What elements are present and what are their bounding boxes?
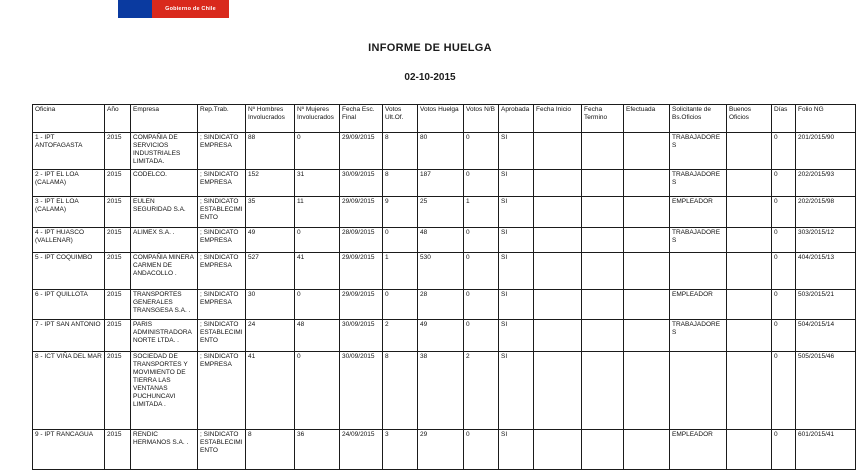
table-cell: 0	[772, 133, 796, 170]
table-cell: TRABAJADORES	[670, 228, 727, 253]
table-cell	[582, 228, 624, 253]
table-row	[33, 197, 856, 228]
table-cell	[534, 197, 582, 228]
table-cell: SOCIEDAD DE TRANSPORTES Y MOVIMIENTO DE TIERRA LAS VENTANAS PUCHUNCAVI LIMITADA .	[131, 352, 198, 430]
table-cell: 1	[383, 253, 418, 290]
table-cell: CODELCO.	[131, 170, 198, 197]
table-cell: 404/2015/13	[796, 253, 856, 290]
report-title: INFORME DE HUELGA	[368, 42, 492, 54]
table-cell: 187	[418, 170, 464, 197]
table-cell: 88	[246, 133, 295, 170]
table-cell: 8	[246, 430, 295, 470]
table-cell: 8	[383, 352, 418, 430]
table-cell: 0	[772, 320, 796, 352]
table-cell: 2015	[105, 352, 131, 430]
table-cell: 48	[418, 228, 464, 253]
table-cell: 35	[246, 197, 295, 228]
table-cell: 0	[772, 290, 796, 320]
table-cell: 2015	[105, 430, 131, 470]
table-cell	[534, 253, 582, 290]
table-cell: 601/2015/41	[796, 430, 856, 470]
table-cell: 30/09/2015	[340, 170, 383, 197]
table-cell: 11	[295, 197, 340, 228]
table-cell: 2015	[105, 320, 131, 352]
table-cell: SI	[499, 133, 534, 170]
column-header-11: Aprobada	[499, 105, 534, 133]
table-cell: SI	[499, 197, 534, 228]
table-cell	[727, 197, 772, 228]
table-cell	[534, 170, 582, 197]
table-cell: 527	[246, 253, 295, 290]
table-cell: ALIMEX S.A. .	[131, 228, 198, 253]
table-cell: 0	[464, 133, 499, 170]
table-cell	[624, 290, 670, 320]
table-cell: 2015	[105, 253, 131, 290]
table-cell: 29	[418, 430, 464, 470]
table-cell	[582, 133, 624, 170]
column-header-8: Votos Ult.Of.	[383, 105, 418, 133]
table-cell: ; SINDICATO EMPRESA	[198, 253, 246, 290]
table-cell	[727, 320, 772, 352]
table-cell: ; SINDICATO EMPRESA	[198, 170, 246, 197]
table-cell: 0	[295, 133, 340, 170]
table-cell	[670, 352, 727, 430]
table-row	[33, 228, 856, 253]
header-row	[33, 105, 856, 133]
table-cell: 202/2015/98	[796, 197, 856, 228]
table-cell	[624, 133, 670, 170]
table-cell: RENDIC HERMANOS S.A. .	[131, 430, 198, 470]
column-header-18: Folio NG	[796, 105, 856, 133]
table-cell: 0	[464, 253, 499, 290]
table-cell: 49	[246, 228, 295, 253]
column-header-15: Solicitante de Bs.Oficios	[670, 105, 727, 133]
table-cell: 0	[772, 170, 796, 197]
table-cell: 48	[295, 320, 340, 352]
table-cell: 2015	[105, 170, 131, 197]
table-cell: 28	[418, 290, 464, 320]
table-cell	[582, 197, 624, 228]
table-cell: 505/2015/46	[796, 352, 856, 430]
table-cell: SI	[499, 352, 534, 430]
table-cell: COMPAÑIA MINERA CARMEN DE ANDACOLLO .	[131, 253, 198, 290]
table-cell	[534, 352, 582, 430]
table-cell	[534, 320, 582, 352]
column-header-4: Rep.Trab.	[198, 105, 246, 133]
table-cell: 8	[383, 133, 418, 170]
logo-text: Gobierno de Chile	[165, 6, 216, 12]
table-cell: 24	[246, 320, 295, 352]
table-cell: 2 - IPT EL LOA (CALAMA)	[33, 170, 105, 197]
table-cell: 0	[464, 170, 499, 197]
table-cell: 80	[418, 133, 464, 170]
column-header-14: Efectuada	[624, 105, 670, 133]
table-cell	[624, 320, 670, 352]
column-header-13: Fecha Termino	[582, 105, 624, 133]
column-header-3: Empresa	[131, 105, 198, 133]
table-cell	[624, 253, 670, 290]
table-cell	[727, 290, 772, 320]
table-cell: SI	[499, 170, 534, 197]
table-cell: 303/2015/12	[796, 228, 856, 253]
table-cell: 41	[246, 352, 295, 430]
table-cell: 30/09/2015	[340, 320, 383, 352]
table-body	[33, 133, 856, 470]
table-cell: 31	[295, 170, 340, 197]
table-cell	[624, 352, 670, 430]
table-cell: EMPLEADOR	[670, 290, 727, 320]
table-cell: PARIS ADMINISTRADORA NORTE LTDA. .	[131, 320, 198, 352]
table-cell: 0	[383, 290, 418, 320]
table-cell	[727, 228, 772, 253]
column-header-10: Votos N/B	[464, 105, 499, 133]
table-cell: 3 - IPT EL LOA (CALAMA)	[33, 197, 105, 228]
table-cell: 0	[772, 352, 796, 430]
table-cell: TRABAJADORES	[670, 133, 727, 170]
table-cell: 6 - IPT QUILLOTA	[33, 290, 105, 320]
table-cell: 25	[418, 197, 464, 228]
column-header-6: Nº Mujeres Involucrados	[295, 105, 340, 133]
column-header-17: Días	[772, 105, 796, 133]
column-header-2: Año	[105, 105, 131, 133]
table-cell: 9 - IPT RANCAGUA	[33, 430, 105, 470]
table-cell: 201/2015/90	[796, 133, 856, 170]
table-cell: ; SINDICATO EMPRESA	[198, 352, 246, 430]
strike-report-table	[32, 104, 856, 470]
table-cell: EULEN SEGURIDAD S.A.	[131, 197, 198, 228]
table-cell: ; SINDICATO ESTABLECIMIENTO	[198, 430, 246, 470]
table-cell: 0	[772, 253, 796, 290]
table-cell	[582, 170, 624, 197]
table-cell: 3	[383, 430, 418, 470]
column-header-1: Oficina	[33, 105, 105, 133]
column-header-7: Fecha Esc. Final	[340, 105, 383, 133]
table-cell: 8	[383, 170, 418, 197]
table-cell: ; SINDICATO ESTABLECIMIENTO	[198, 197, 246, 228]
table-row	[33, 320, 856, 352]
table-cell	[727, 253, 772, 290]
table-cell: 30/09/2015	[340, 352, 383, 430]
table-cell	[534, 133, 582, 170]
table-cell: 9	[383, 197, 418, 228]
table-cell: 2	[383, 320, 418, 352]
table-cell	[727, 133, 772, 170]
table-cell: 28/09/2015	[340, 228, 383, 253]
table-cell: 2	[464, 352, 499, 430]
table-cell: ; SINDICATO EMPRESA	[198, 290, 246, 320]
table-cell: SI	[499, 228, 534, 253]
table-cell: EMPLEADOR	[670, 197, 727, 228]
table-cell: 8 - ICT VIÑA DEL MAR	[33, 352, 105, 430]
table-cell: 202/2015/93	[796, 170, 856, 197]
table-cell: 530	[418, 253, 464, 290]
table-cell	[534, 228, 582, 253]
table-cell: 5 - IPT COQUIMBO	[33, 253, 105, 290]
table-cell	[624, 197, 670, 228]
table-cell: 2015	[105, 133, 131, 170]
table-cell	[727, 170, 772, 197]
table-cell: COMPAÑIA DE SERVICIOS INDUSTRIALES LIMITADA.	[131, 133, 198, 170]
table-cell: 29/09/2015	[340, 197, 383, 228]
table-cell: TRABAJADORES	[670, 320, 727, 352]
table-cell: 0	[772, 430, 796, 470]
table-cell: 503/2015/21	[796, 290, 856, 320]
table-cell: 1 - IPT ANTOFAGASTA	[33, 133, 105, 170]
table-header	[33, 105, 856, 133]
table-row	[33, 133, 856, 170]
table-cell: 0	[295, 352, 340, 430]
table-cell	[582, 320, 624, 352]
table-cell: SI	[499, 320, 534, 352]
table-cell: EMPLEADOR	[670, 430, 727, 470]
table-cell	[582, 352, 624, 430]
table-cell: SI	[499, 253, 534, 290]
table-cell: SI	[499, 290, 534, 320]
table-cell: 0	[772, 228, 796, 253]
table-cell	[582, 253, 624, 290]
table-cell: 0	[295, 290, 340, 320]
table-cell: ; SINDICATO ESTABLECIMIENTO	[198, 320, 246, 352]
table-cell: 2015	[105, 197, 131, 228]
table-cell: 1	[464, 197, 499, 228]
column-header-16: Buenos Oficios	[727, 105, 772, 133]
table-cell: TRANSPORTES GENERALES TRANSGESA S.A. .	[131, 290, 198, 320]
table-cell: 29/09/2015	[340, 133, 383, 170]
table-cell: 0	[383, 228, 418, 253]
table-row	[33, 352, 856, 430]
column-header-5: Nº Hombres Involucrados	[246, 105, 295, 133]
table-cell: 0	[295, 228, 340, 253]
table-cell	[670, 253, 727, 290]
table-row	[33, 170, 856, 197]
logo-red-block	[152, 0, 229, 18]
table-cell: 4 - IPT HUASCO (VALLENAR)	[33, 228, 105, 253]
column-header-9: Votos Huelga	[418, 105, 464, 133]
table-cell: ; SINDICATO EMPRESA	[198, 228, 246, 253]
table-cell: ; SINDICATO EMPRESA	[198, 133, 246, 170]
table-cell: 29/09/2015	[340, 253, 383, 290]
table-cell: 49	[418, 320, 464, 352]
table-cell: 0	[464, 320, 499, 352]
table-row	[33, 253, 856, 290]
gobierno-de-chile-logo	[118, 0, 229, 18]
table-cell: SI	[499, 430, 534, 470]
table-cell	[727, 352, 772, 430]
table-cell: 36	[295, 430, 340, 470]
table-cell	[534, 290, 582, 320]
table-cell: 7 - IPT SAN ANTONIO	[33, 320, 105, 352]
table-cell	[582, 290, 624, 320]
table-cell: 0	[464, 290, 499, 320]
table-cell: 30	[246, 290, 295, 320]
table-cell: 38	[418, 352, 464, 430]
table-cell: 504/2015/14	[796, 320, 856, 352]
report-date: 02-10-2015	[404, 72, 456, 83]
table-cell: TRABAJADORES	[670, 170, 727, 197]
table-cell: 152	[246, 170, 295, 197]
table-cell: 41	[295, 253, 340, 290]
table-cell: 0	[772, 197, 796, 228]
table-row	[33, 290, 856, 320]
table-cell: 24/09/2015	[340, 430, 383, 470]
table-cell: 0	[464, 228, 499, 253]
logo-blue-block	[118, 0, 152, 18]
table-cell: 29/09/2015	[340, 290, 383, 320]
table-cell: 2015	[105, 228, 131, 253]
column-header-12: Fecha Inicio	[534, 105, 582, 133]
table-cell	[624, 170, 670, 197]
table-cell: 2015	[105, 290, 131, 320]
table-cell	[624, 228, 670, 253]
table-cell: 0	[464, 430, 499, 470]
